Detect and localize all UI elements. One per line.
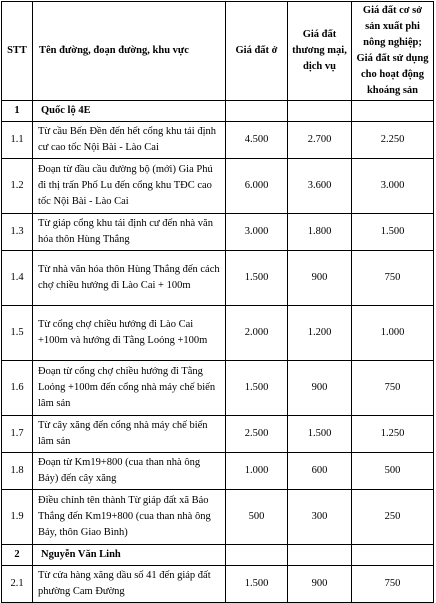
row-stt: 1.9 <box>2 490 33 545</box>
row-commercial-price: 900 <box>288 361 352 416</box>
row-stt: 1.2 <box>2 159 33 214</box>
row-production-price: 250 <box>352 490 434 545</box>
row-production-price: 750 <box>352 566 434 603</box>
row-residential-price: 2.000 <box>226 306 288 361</box>
table-row <box>2 566 434 603</box>
row-residential-price: 500 <box>226 490 288 545</box>
header-production-price: Giá đất cơ sở sản xuất phi nông nghiệp; Giá đất sử dụng cho hoạt động khoáng sản <box>352 2 434 101</box>
row-production-price: 1.250 <box>352 416 434 453</box>
row-residential-price: 1.500 <box>226 566 288 603</box>
row-commercial-price: 3.600 <box>288 159 352 214</box>
table-row <box>2 159 434 214</box>
header-name: Tên đường, đoạn đường, khu vực <box>33 2 226 101</box>
row-stt: 1.8 <box>2 453 33 490</box>
row-stt: 1.5 <box>2 306 33 361</box>
row-residential-price: 3.000 <box>226 214 288 251</box>
row-commercial-price <box>288 101 352 122</box>
table-row <box>2 122 434 159</box>
row-production-price <box>352 545 434 566</box>
header-residential-price: Giá đất ở <box>226 2 288 101</box>
row-name: Quốc lộ 4E <box>33 101 226 122</box>
table-row <box>2 306 434 361</box>
row-production-price: 750 <box>352 251 434 306</box>
row-name: Từ giáp cổng khu tái định cư đến nhà văn hóa thôn Hùng Thắng <box>33 214 226 251</box>
row-residential-price: 4.500 <box>226 122 288 159</box>
row-stt: 2.1 <box>2 566 33 603</box>
row-production-price: 1.000 <box>352 306 434 361</box>
row-production-price <box>352 101 434 122</box>
row-residential-price: 1.500 <box>226 251 288 306</box>
row-commercial-price: 1.800 <box>288 214 352 251</box>
row-commercial-price <box>288 545 352 566</box>
table-group-row <box>2 545 434 566</box>
row-name: Đoạn từ đầu cầu đường bộ (mới) Gia Phú đi thị trấn Phố Lu đến cổng khu TĐC cao tốc Nội Bài - Lào Cai <box>33 159 226 214</box>
row-residential-price <box>226 101 288 122</box>
row-commercial-price: 300 <box>288 490 352 545</box>
row-production-price: 3.000 <box>352 159 434 214</box>
row-residential-price: 1.500 <box>226 361 288 416</box>
row-residential-price: 2.500 <box>226 416 288 453</box>
row-name: Từ nhà văn hóa thôn Hùng Thắng đến cách chợ chiều hướng đi Lào Cai + 100m <box>33 251 226 306</box>
row-name: Từ cây xăng đến cổng nhà máy chế biến lâm sản <box>33 416 226 453</box>
row-stt: 1.3 <box>2 214 33 251</box>
table-row <box>2 214 434 251</box>
land-price-table <box>1 1 434 603</box>
row-stt: 1.6 <box>2 361 33 416</box>
row-name: Đoạn từ Km19+800 (cua than nhà ông Bảy) đến cây xăng <box>33 453 226 490</box>
row-production-price: 1.500 <box>352 214 434 251</box>
table-row <box>2 490 434 545</box>
row-production-price: 2.250 <box>352 122 434 159</box>
row-residential-price <box>226 545 288 566</box>
table-row <box>2 416 434 453</box>
row-name: Từ cổng chợ chiều hướng đi Lào Cai +100m và hướng đi Tằng Loỏng +100m <box>33 306 226 361</box>
table-row <box>2 251 434 306</box>
row-residential-price: 1.000 <box>226 453 288 490</box>
row-name: Đoạn từ cổng chợ chiều hướng đi Tằng Loỏng +100m đến cổng nhà máy chế biến lâm sản <box>33 361 226 416</box>
row-stt: 1 <box>2 101 33 122</box>
table-row <box>2 453 434 490</box>
row-stt: 1.1 <box>2 122 33 159</box>
row-commercial-price: 900 <box>288 566 352 603</box>
row-stt: 1.7 <box>2 416 33 453</box>
row-name: Nguyễn Văn Linh <box>33 545 226 566</box>
row-commercial-price: 2.700 <box>288 122 352 159</box>
row-commercial-price: 1.500 <box>288 416 352 453</box>
header-commercial-price: Giá đất thương mại, dịch vụ <box>288 2 352 101</box>
row-stt: 1.4 <box>2 251 33 306</box>
row-commercial-price: 600 <box>288 453 352 490</box>
row-production-price: 750 <box>352 361 434 416</box>
row-residential-price: 6.000 <box>226 159 288 214</box>
header-stt: STT <box>2 2 33 101</box>
row-production-price: 500 <box>352 453 434 490</box>
table-header-row <box>2 2 434 101</box>
table-body <box>2 101 434 603</box>
row-name: Từ cầu Bến Đền đến hết cổng khu tái định cư cao tốc Nội Bài - Lào Cai <box>33 122 226 159</box>
row-commercial-price: 900 <box>288 251 352 306</box>
row-name: Điều chỉnh tên thành Từ giáp đất xã Bảo Thắng đến Km19+800 (cua than nhà ông Bảy, thôn Giao Bình) <box>33 490 226 545</box>
table-group-row <box>2 101 434 122</box>
table-row <box>2 361 434 416</box>
row-commercial-price: 1.200 <box>288 306 352 361</box>
row-stt: 2 <box>2 545 33 566</box>
row-name: Từ cửa hàng xăng dầu số 41 đến giáp đất phường Cam Đường <box>33 566 226 603</box>
